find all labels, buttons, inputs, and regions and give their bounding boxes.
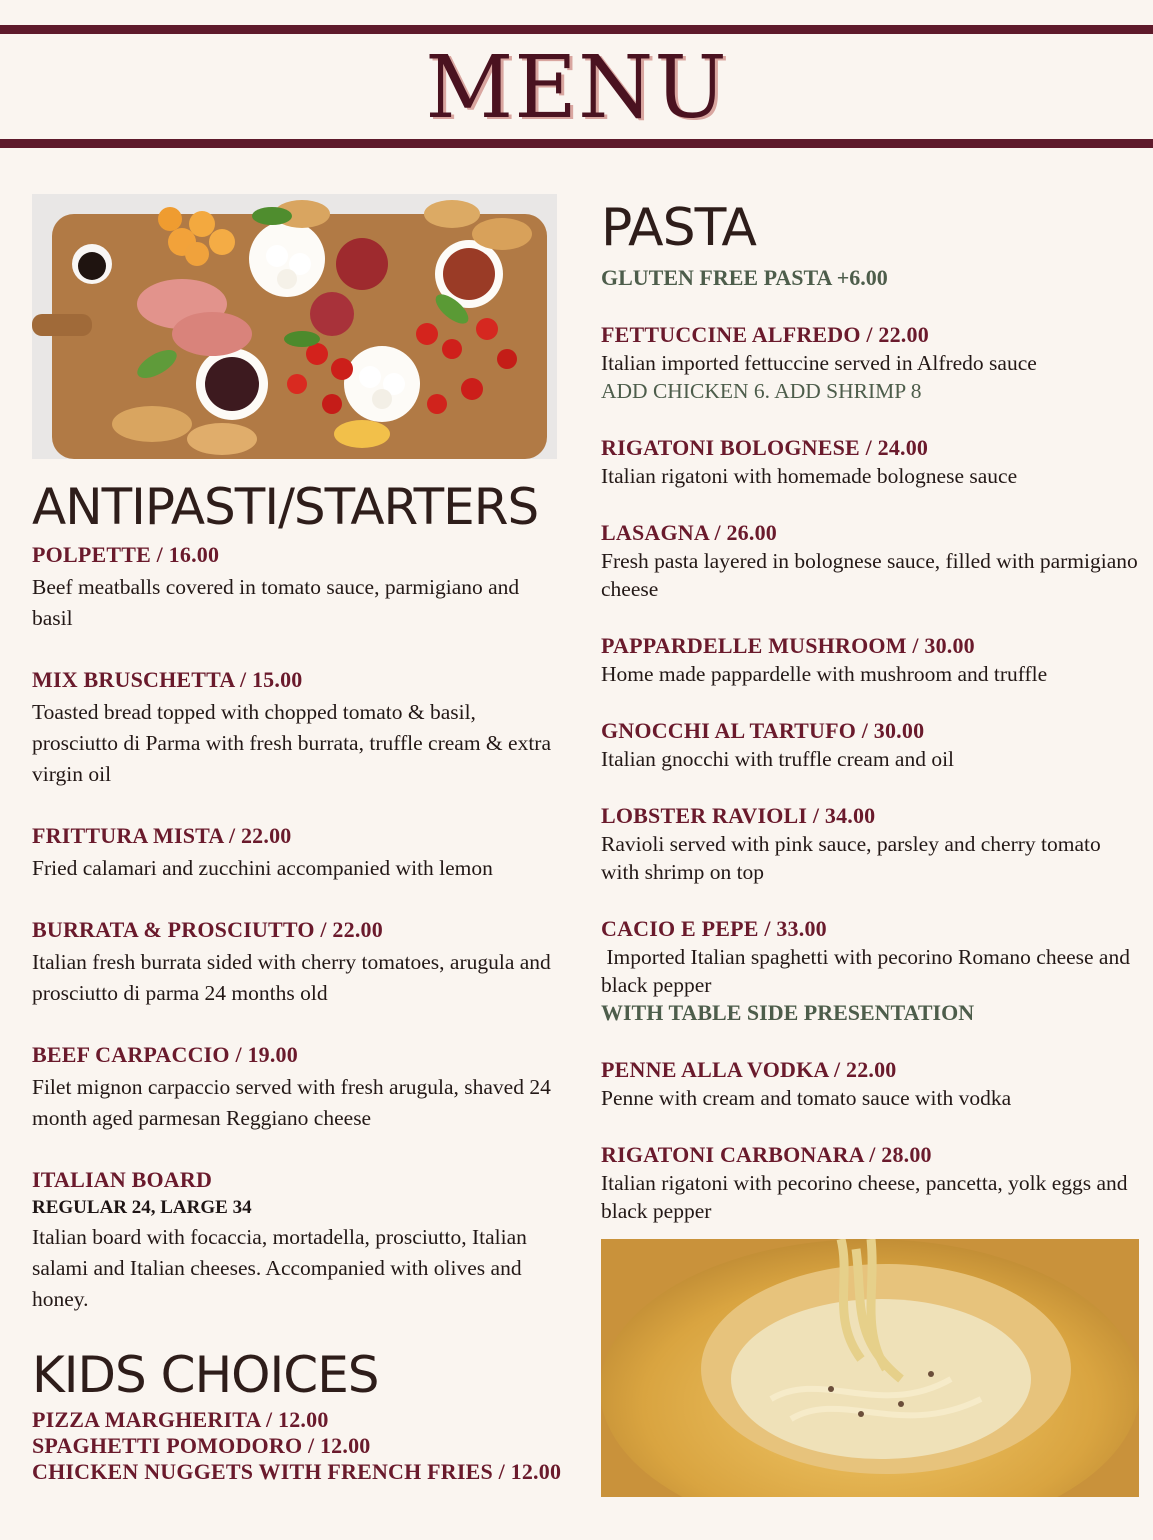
antipasti-item <box>32 1166 564 1315</box>
item-name: CACIO E PEPE / 33.00 <box>601 916 827 941</box>
item-description: Ravioli served with pink sauce, parsley and cherry tomato with shrimp on top <box>601 832 1101 884</box>
pasta-item <box>601 717 1141 773</box>
item-description: Italian rigatoni with homemade bolognese sauce <box>601 464 1018 488</box>
item-description: Penne with cream and tomato sauce with vodka <box>601 1086 1012 1110</box>
item-description: Fried calamari and zucchini accompanied with lemon <box>32 856 493 880</box>
item-description: Fresh pasta layered in bolognese sauce, filled with parmigiano cheese <box>601 549 1138 601</box>
pasta-item <box>601 1141 1141 1225</box>
item-name: LOBSTER RAVIOLI / 34.00 <box>601 803 876 828</box>
item-name: FETTUCCINE ALFREDO / 22.00 <box>601 322 929 347</box>
item-description: Toasted bread topped with chopped tomato & basil, prosciutto di Parma with fresh burrata, truffle cream & extra virgin oil <box>32 700 552 786</box>
pasta-item <box>601 434 1141 490</box>
item-name: PENNE ALLA VODKA / 22.00 <box>601 1057 897 1082</box>
pasta-item <box>601 321 1141 405</box>
pasta-item <box>601 915 1141 1027</box>
pasta-item <box>601 1056 1141 1112</box>
item-name: RIGATONI BOLOGNESE / 24.00 <box>601 435 929 460</box>
antipasti-item <box>32 916 564 1009</box>
antipasti-item <box>32 666 564 790</box>
item-description: Italian rigatoni with pecorino cheese, pancetta, yolk eggs and black pepper <box>601 1171 1128 1223</box>
menu-title: MENU <box>425 38 728 138</box>
kids-item: SPAGHETTI POMODORO / 12.00 <box>32 1433 371 1458</box>
item-name: GNOCCHI AL TARTUFO / 30.00 <box>601 718 925 743</box>
item-description: Filet mignon carpaccio served with fresh arugula, shaved 24 month aged parmesan Reggiano cheese <box>32 1075 551 1130</box>
kids-heading: KIDS CHOICES <box>32 1346 379 1404</box>
item-name: BURRATA & PROSCIUTTO / 22.00 <box>32 917 383 942</box>
item-description: Italian board with focaccia, mortadella, prosciutto, Italian salami and Italian cheeses. Accompanied with olives and honey. <box>32 1225 527 1311</box>
item-description: Italian fresh burrata sided with cherry tomatoes, arugula and prosciutto di parma 24 months old <box>32 950 551 1005</box>
presentation-note: WITH TABLE SIDE PRESENTATION <box>601 1000 975 1025</box>
item-description: Beef meatballs covered in tomato sauce, parmigiano and basil <box>32 575 520 630</box>
antipasti-board-photo <box>32 194 557 459</box>
pasta-item <box>601 519 1141 603</box>
item-name: RIGATONI CARBONARA / 28.00 <box>601 1142 932 1167</box>
antipasti-item <box>32 1041 564 1134</box>
pasta-heading: PASTA <box>601 198 756 258</box>
pasta-item <box>601 632 1141 688</box>
item-size-prices: REGULAR 24, LARGE 34 <box>32 1197 252 1218</box>
pasta-item <box>601 802 1141 886</box>
item-name: POLPETTE / 16.00 <box>32 542 220 567</box>
kids-item: CHICKEN NUGGETS WITH FRENCH FRIES / 12.00 <box>32 1459 562 1484</box>
item-description: Italian gnocchi with truffle cream and oil <box>601 747 955 771</box>
cacio-e-pepe-wheel-photo <box>601 1239 1139 1497</box>
item-name: PAPPARDELLE MUSHROOM / 30.00 <box>601 633 975 658</box>
item-description: Italian imported fettuccine served in Alfredo sauce <box>601 351 1037 375</box>
item-description: Home made pappardelle with mushroom and truffle <box>601 662 1048 686</box>
right-column <box>601 194 1141 1497</box>
kids-item: PIZZA MARGHERITA / 12.00 <box>32 1407 329 1432</box>
item-name: ITALIAN BOARD <box>32 1167 213 1192</box>
item-addons: ADD CHICKEN 6. ADD SHRIMP 8 <box>601 379 922 403</box>
title-underline-rule <box>0 139 1153 148</box>
antipasti-item <box>32 822 564 884</box>
kids-list <box>32 1407 564 1485</box>
top-rule <box>0 25 1153 34</box>
item-name: LASAGNA / 26.00 <box>601 520 777 545</box>
antipasti-heading: ANTIPASTI/STARTERS <box>32 478 539 536</box>
item-name: MIX BRUSCHETTA / 15.00 <box>32 667 303 692</box>
item-name: FRITTURA MISTA / 22.00 <box>32 823 292 848</box>
gluten-free-note: GLUTEN FREE PASTA +6.00 <box>601 265 888 290</box>
item-name: BEEF CARPACCIO / 19.00 <box>32 1042 298 1067</box>
antipasti-item <box>32 541 564 634</box>
item-description: Imported Italian spaghetti with pecorino Romano cheese and black pepper <box>601 945 1136 997</box>
left-column <box>32 194 564 1485</box>
